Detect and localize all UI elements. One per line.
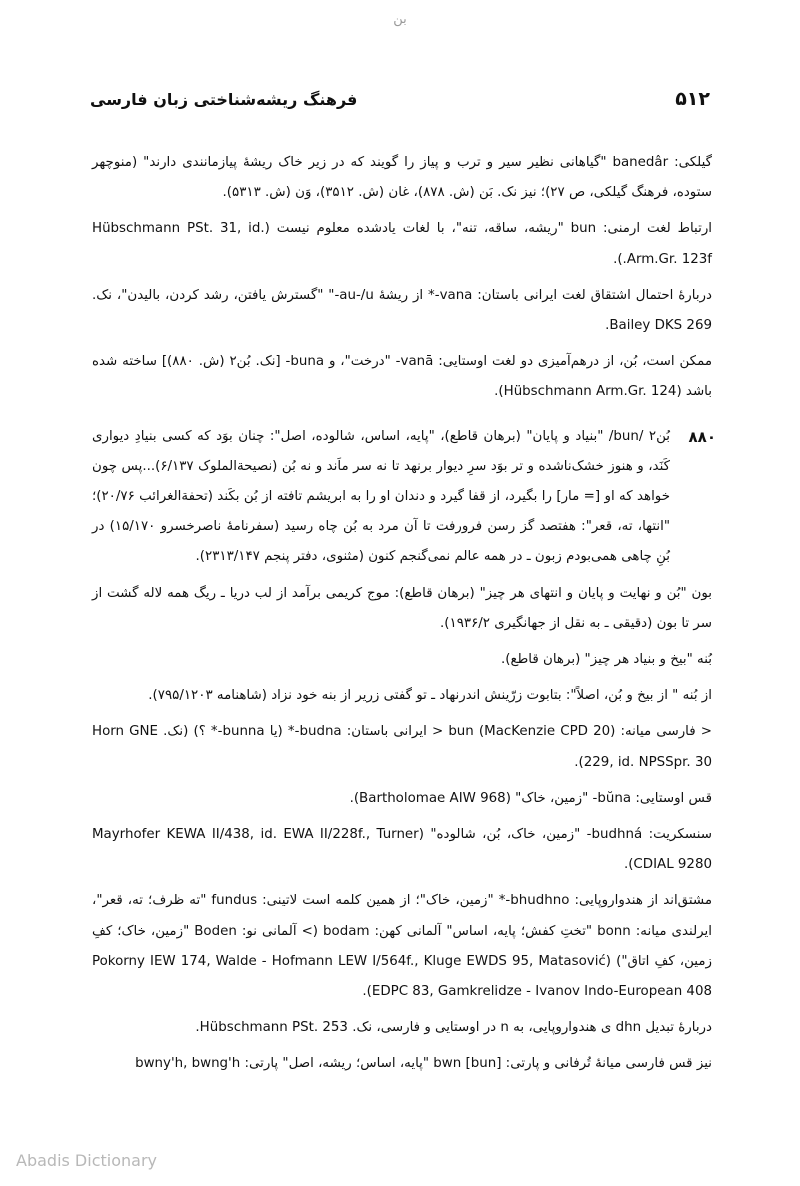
paragraph-avestan-blend: ممکن است، بُن، از درهم‌آمیزی دو لغت اوستایی: vanā- "درخت"، و buna- [نک. بُن۲ (ش. ۸۸۰)] ساخته شده باشد (Hübschmann Arm.Gr. 124). bbox=[92, 354, 712, 400]
entry-variant-bun: بون "بُن و نهایت و پایان و انتهای هر چیز" (برهان قاطع): موج کریمی برآمد از لب دریا ـ ریگ همه لاله گشت از سر تا بون (دقیقی ـ به نقل از جهانگیری ۱۹۳۶/۲). bbox=[92, 585, 712, 631]
cognate-indo-european: مشتق‌اند از هندواروپایی: bhudhno-* "زمین، خاک"؛ از همین کلمه است لاتینی: fundus "ته ظرف؛ ته، قعر"، ایرلندی میانه: bonn "تختِ کفش؛ پایه، اساس" آلمانی کهن: bodam (> آلمانی نو: Boden "زمین، خاک؛ کفِ زمین، کفِ اتاق") (Pokorny IEW 174, Walde - Hofmann LEW I/564f., Kluge EWDS 95, Matasović EDPC 83, Gamkrelidze - Ivanov Indo-European 408). bbox=[92, 893, 713, 1000]
watermark-text: Abadis Dictionary bbox=[16, 1151, 157, 1170]
entry-880 bbox=[92, 422, 716, 1080]
entry-variant-bone: بُنه "بیخ و بنیاد هر چیز" (برهان قاطع). bbox=[500, 652, 712, 668]
entry-number: ۸۸۰ bbox=[688, 427, 716, 446]
cognate-sanskrit: سنسکریت: budhná- "زمین، خاک، بُن، شالوده" (Mayrhofer KEWA II/438, id. EWA II/228f., Turner CDIAL 9280). bbox=[92, 827, 712, 873]
book-title: فرهنگ ریشه‌شناختی زبان فارسی bbox=[90, 90, 358, 109]
page-content bbox=[92, 148, 716, 1086]
entry-body bbox=[92, 422, 670, 573]
page-header bbox=[90, 88, 710, 118]
page-number: ۵۱۲ bbox=[675, 88, 710, 110]
cognate-avestan: قس اوستایی: bŭna- "زمین، خاک" (Bartholomae AIW 968). bbox=[349, 790, 712, 806]
entry-definition: بُن۲ /bun/ "بنیاد و پایان" (برهان قاطع)، "پایه، اساس، شالوده، اصل": چنان بوَد که کسی بنیادِ دیواری کَنَد، و هنوز خشک‌ناشده و تر بوَد سرِ دیوار برنهد تا نه سر ماَند و نه بُن (نصیحة‌الملوک ۶/۱۳۷)...پس چون خواهد که او [= مار] را بگیرد، از قفا گیرد و دندان او را به ابریشم تافته از بُن بکَند (تحفة‌الغرائب ۲۰/۷۶)؛ "انتها، ته، قعر": هفتصد گز رسن فرورفت تا آن مرد به بُن چاه رسید (سفرنامهٔ ناصرخسرو ۱۵/۱۷۰) در بُنِ چاهی همی‌بودم زبون ـ در همه عالم نمی‌گنجم کنون (مثنوی، دفتر پنجم ۲۳۱۳/۱۴۷). bbox=[92, 428, 670, 565]
entry-variant-az-bone: از بُنه " از بیخ و بُن، اصلاً": بتابوت زرّینش اندرنهاد ـ تو گفتی زریر از بنه خود نزاد (شاهنامه ۷۹۵/۱۲۰۳). bbox=[148, 688, 712, 704]
note-parthian: نیز قس فارسی میانهٔ تُرفانی و پارتی: bwn [bun] "پایه، اساس؛ ریشه، اصل" پارتی: bwny'h, bwng'h bbox=[135, 1056, 712, 1072]
paragraph-gilaki: گیلکی: banedâr "گیاهانی نظیر سیر و ترب و پیاز را گویند که در زیر خاک ریشهٔ پیازمانندی دارند" (منوچهر ستوده، فرهنگ گیلکی، ص ۲۷)؛ نیز نک. بَن (ش. ۸۷۸)، غان (ش. ۳۵۱۲)، وَن (ش. ۵۳۱۳). bbox=[92, 155, 712, 201]
etymology-middle-persian: < فارسی میانه: bun (MacKenzie CPD 20) < ایرانی باستان: budna-* (یا bunna-* ؟) (نک. Horn GNE 229, id. NPSSpr. 30). bbox=[92, 724, 712, 770]
note-dhn-change: دربارهٔ تبدیل dhn ی هندواروپایی، به n در اوستایی و فارسی، نک. Hübschmann PSt. 253. bbox=[195, 1020, 712, 1036]
paragraph-old-iranian: دربارهٔ احتمال اشتقاق لغت ایرانی باستان: vana-* از ریشهٔ au-/u-" "گسترش یافتن، رشد کردن، بالیدن"، نک. Bailey DKS 269. bbox=[92, 287, 712, 334]
page-tab-label: بن bbox=[393, 12, 407, 27]
paragraph-armenian: ارتباط لغت ارمنی: bun "ریشه، ساقه، تنه"، با لغات یادشده معلوم نیست (Hübschmann PSt. 31, id. Arm.Gr. 123f.). bbox=[92, 221, 713, 267]
